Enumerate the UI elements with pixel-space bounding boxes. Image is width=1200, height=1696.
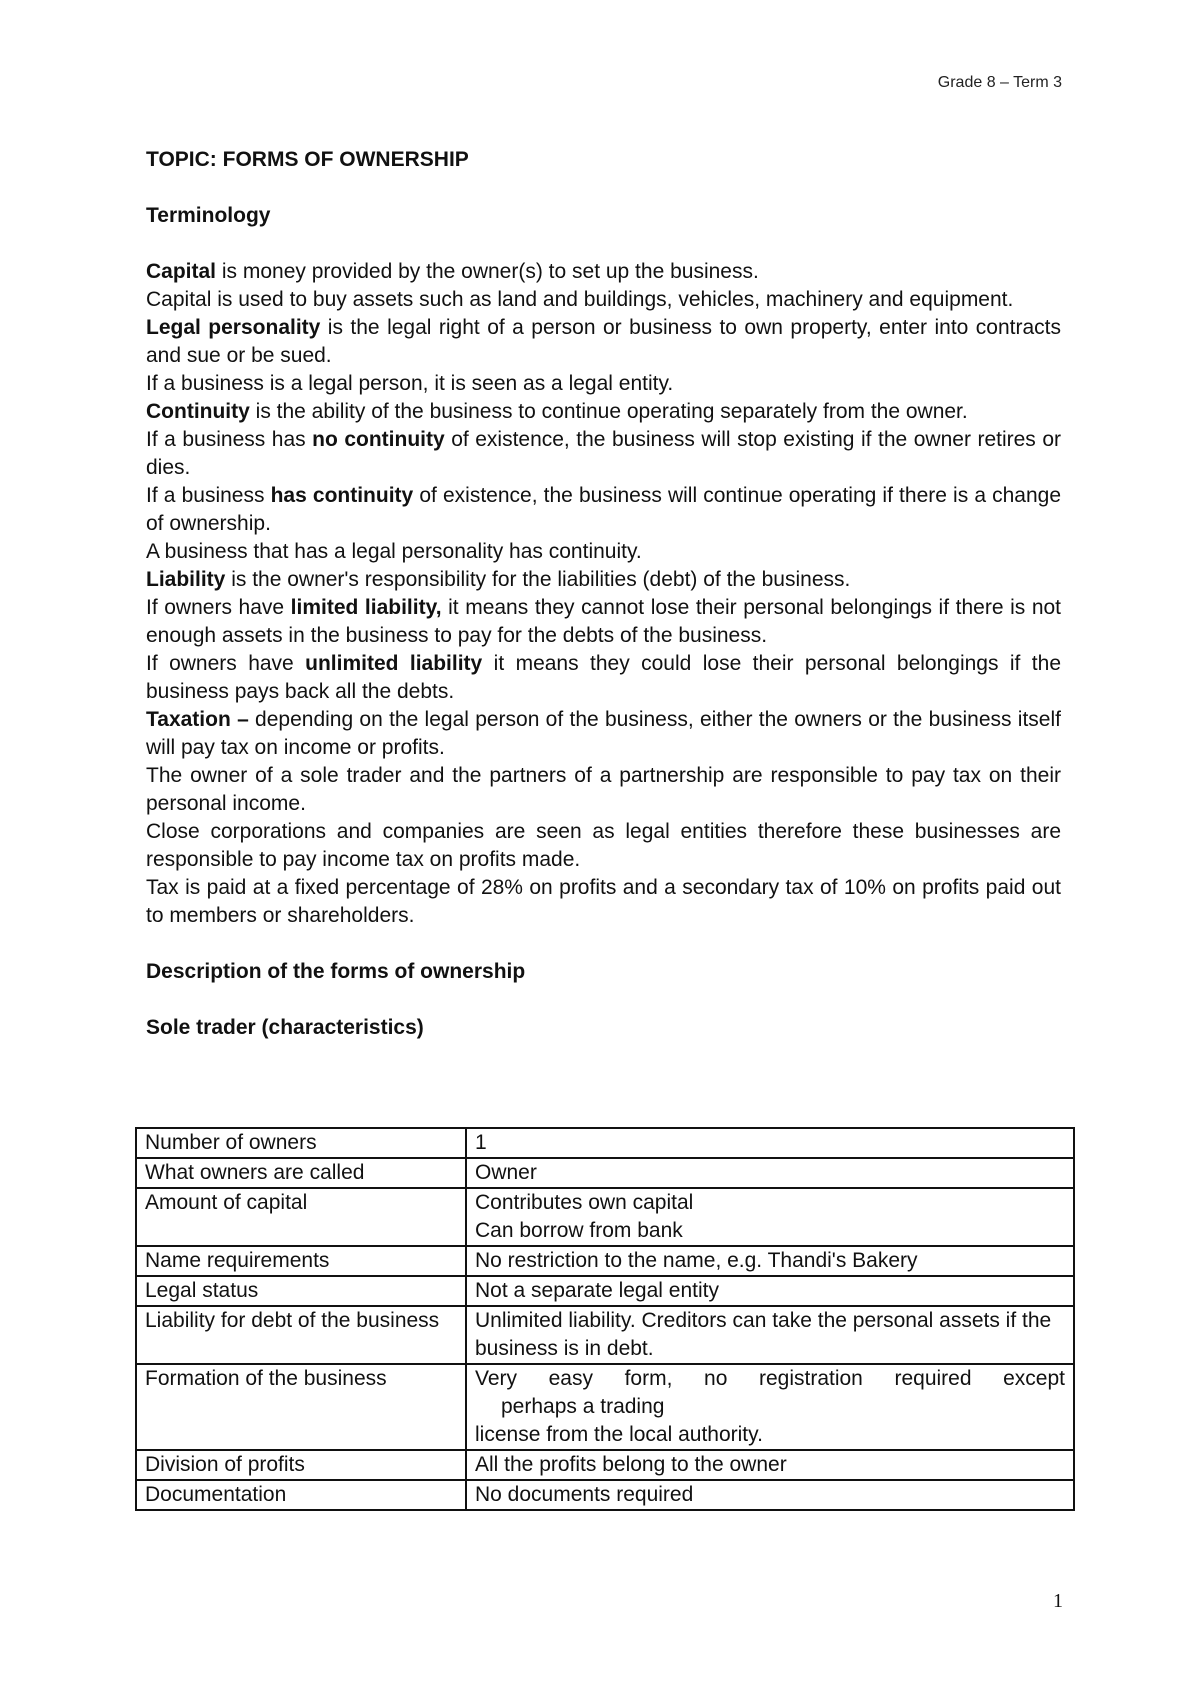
table-value-cell: Owner	[466, 1158, 1074, 1188]
legal-continuity-note: A business that has a legal personality has continuity.	[146, 540, 642, 563]
table-label-cell: Number of owners	[136, 1128, 466, 1158]
has-continuity-note: If a business has continuity of existence, the business will continue operating if there is a change of ownership.	[146, 484, 1062, 535]
table-value-cell: Very easy form, no registration required except perhaps a trading license from the local authority.	[466, 1364, 1074, 1450]
table-row	[136, 1480, 1074, 1510]
table-label-cell: Documentation	[136, 1480, 466, 1510]
table-label-cell: What owners are called	[136, 1158, 466, 1188]
legal-personality-definition: Legal personality is the legal right of a person or business to own property, enter into contracts and sue or be sued.	[146, 316, 1062, 367]
table-label-cell: Division of profits	[136, 1450, 466, 1480]
document-body	[146, 146, 1061, 1042]
table-value-cell: 1	[466, 1128, 1074, 1158]
term-legal-personality: Legal personality	[146, 316, 321, 339]
page-number: 1	[1053, 1590, 1063, 1612]
table-row	[136, 1246, 1074, 1276]
sole-trader-table	[135, 1127, 1075, 1511]
table-label-cell: Name requirements	[136, 1246, 466, 1276]
no-continuity-note: If a business has no continuity of existence, the business will stop existing if the owner retires or dies.	[146, 428, 1061, 479]
topic-title: TOPIC: FORMS OF OWNERSHIP	[146, 148, 469, 171]
liability-definition: Liability is the owner's responsibility for the liabilities (debt) of the business.	[146, 568, 851, 591]
close-corporation-tax-note: Close corporations and companies are seen as legal entities therefore these businesses are responsible to pay income tax on profits made.	[146, 820, 1061, 871]
table-row	[136, 1306, 1074, 1364]
table-value-cell: No restriction to the name, e.g. Thandi's Bakery	[466, 1246, 1074, 1276]
capital-use: Capital is used to buy assets such as land and buildings, vehicles, machinery and equipment.	[146, 288, 1014, 311]
continuity-definition: Continuity is the ability of the business to continue operating separately from the owner.	[146, 400, 968, 423]
table-row	[136, 1364, 1074, 1450]
description-heading: Description of the forms of ownership	[146, 960, 526, 983]
table-label-cell: Formation of the business	[136, 1364, 466, 1450]
term-liability: Liability	[146, 568, 226, 591]
table-row	[136, 1450, 1074, 1480]
table-row	[136, 1128, 1074, 1158]
legal-entity-note: If a business is a legal person, it is seen as a legal entity.	[146, 372, 674, 395]
limited-liability-note: If owners have limited liability, it means they cannot lose their personal belongings if there is not enough assets in the business to pay for the debts of the business.	[146, 596, 1062, 647]
sole-trader-tax-note: The owner of a sole trader and the partners of a partnership are responsible to pay tax on their personal income.	[146, 764, 1061, 815]
term-taxation: Taxation –	[146, 708, 249, 731]
tax-rate-note: Tax is paid at a fixed percentage of 28% on profits and a secondary tax of 10% on profits paid out to members or shareholders.	[146, 876, 1061, 927]
table-label-cell: Legal status	[136, 1276, 466, 1306]
table-value-cell: All the profits belong to the owner	[466, 1450, 1074, 1480]
terminology-heading: Terminology	[146, 204, 271, 227]
table-row	[136, 1158, 1074, 1188]
table-label-cell: Amount of capital	[136, 1188, 466, 1246]
table-label-cell: Liability for debt of the business	[136, 1306, 466, 1364]
table-value-cell: Contributes own capital Can borrow from bank	[466, 1188, 1074, 1246]
table-value-cell: Unlimited liability. Creditors can take the personal assets if the business is in debt.	[466, 1306, 1074, 1364]
term-continuity: Continuity	[146, 400, 250, 423]
page-header: Grade 8 – Term 3	[937, 74, 1062, 91]
sole-trader-heading: Sole trader (characteristics)	[146, 1016, 424, 1039]
unlimited-liability-note: If owners have unlimited liability it means they could lose their personal belongings if the business pays back all the debts.	[146, 652, 1062, 703]
taxation-definition: Taxation – depending on the legal person of the business, either the owners or the business itself will pay tax on income or profits.	[146, 708, 1061, 759]
term-capital: Capital	[146, 260, 217, 283]
capital-definition: Capital is money provided by the owner(s) to set up the business.	[146, 260, 759, 283]
table-value-cell: Not a separate legal entity	[466, 1276, 1074, 1306]
table-row	[136, 1188, 1074, 1246]
table-value-cell: No documents required	[466, 1480, 1074, 1510]
table-row	[136, 1276, 1074, 1306]
